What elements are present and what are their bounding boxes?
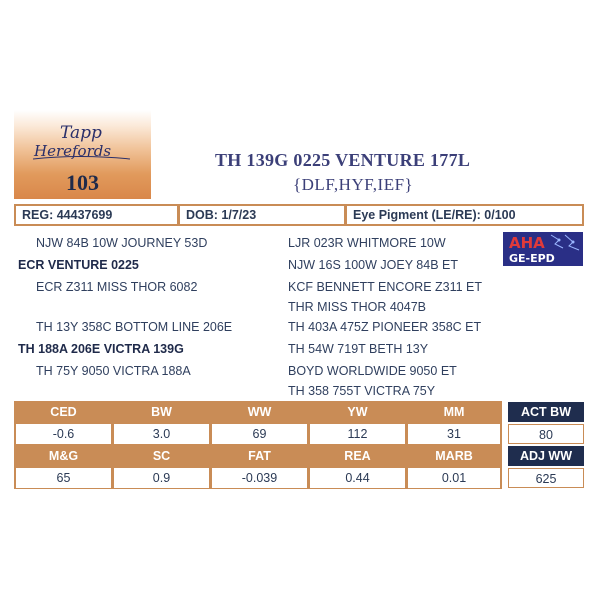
svg-text:Tapp: Tapp: [60, 123, 102, 143]
pedigree-ancestor: TH 54W 719T BETH 13Y: [288, 342, 429, 356]
pedigree-ancestor: THR MISS THOR 4047B: [288, 300, 427, 314]
pedigree-sire: ECR VENTURE 0225: [18, 258, 139, 272]
pedigree-ancestor: LJR 023R WHITMORE 10W: [288, 236, 446, 250]
animal-name: TH 139G 0225 VENTURE 177L: [215, 150, 471, 170]
svg-text:Herefords: Herefords: [34, 142, 112, 160]
date-of-birth: DOB: 1/7/23: [180, 206, 344, 224]
epd-value-ced: -0.6: [16, 424, 111, 444]
epd-header-bw: BW: [151, 405, 172, 419]
epd-header-marb: MARB: [435, 449, 473, 463]
pedigree-ancestor: NJW 16S 100W JOEY 84B ET: [288, 258, 458, 272]
pedigree-ancestor: BOYD WORLDWIDE 9050 ET: [288, 364, 457, 378]
epd-header-ww: WW: [247, 405, 272, 419]
eye-pigment: Eye Pigment (LE/RE): 0/100: [347, 206, 582, 224]
pedigree-dam: TH 188A 206E VICTRA 139G: [18, 342, 184, 356]
epd-header-mg: M&G: [48, 449, 79, 463]
epd-value-mm: 31: [408, 424, 500, 444]
act-bw-label: ACT BW: [508, 402, 584, 422]
epd-header-rea: REA: [344, 449, 371, 463]
genetic-codes: {DLF,HYF,IEF}: [293, 175, 414, 194]
pedigree-dam-sire: TH 13Y 358C BOTTOM LINE 206E: [36, 320, 233, 334]
info-bar: [14, 204, 584, 226]
pedigree-ancestor: KCF BENNETT ENCORE Z311 ET: [288, 280, 483, 294]
epd-value-sc: 0.9: [114, 468, 209, 488]
epd-value-bw: 3.0: [114, 424, 209, 444]
aha-ge-epd-badge: [503, 232, 583, 266]
adj-ww-value: 625: [508, 468, 584, 488]
epd-value-rea: 0.44: [310, 468, 405, 488]
epd-value-fat: -0.039: [212, 468, 307, 488]
registration-number: REG: 44437699: [16, 206, 177, 224]
tapp-herefords-logo: [30, 118, 140, 166]
badge-aha-text: AHA: [509, 234, 545, 252]
act-bw-value: 80: [508, 424, 584, 444]
epd-header-fat: FAT: [248, 449, 271, 463]
epd-header-mm: MM: [443, 405, 465, 419]
epd-header-sc: SC: [152, 449, 171, 463]
epd-value-ww: 69: [212, 424, 307, 444]
adj-ww-label: ADJ WW: [508, 446, 584, 466]
lot-number: 103: [66, 170, 99, 195]
badge-ge-epd-text: GE-EPD: [509, 252, 555, 265]
epd-header-yw: YW: [347, 405, 368, 419]
epd-value-marb: 0.01: [408, 468, 500, 488]
epd-value-mg: 65: [16, 468, 111, 488]
pedigree-ancestor: TH 358 755T VICTRA 75Y: [288, 384, 436, 398]
pedigree-sire-sire: NJW 84B 10W JOURNEY 53D: [36, 236, 208, 250]
epd-header-ced: CED: [50, 405, 77, 419]
pedigree-ancestor: TH 403A 475Z PIONEER 358C ET: [288, 320, 482, 334]
epd-value-yw: 112: [310, 424, 405, 444]
pedigree-sire-dam: ECR Z311 MISS THOR 6082: [36, 280, 198, 294]
pedigree-dam-dam: TH 75Y 9050 VICTRA 188A: [36, 364, 191, 378]
